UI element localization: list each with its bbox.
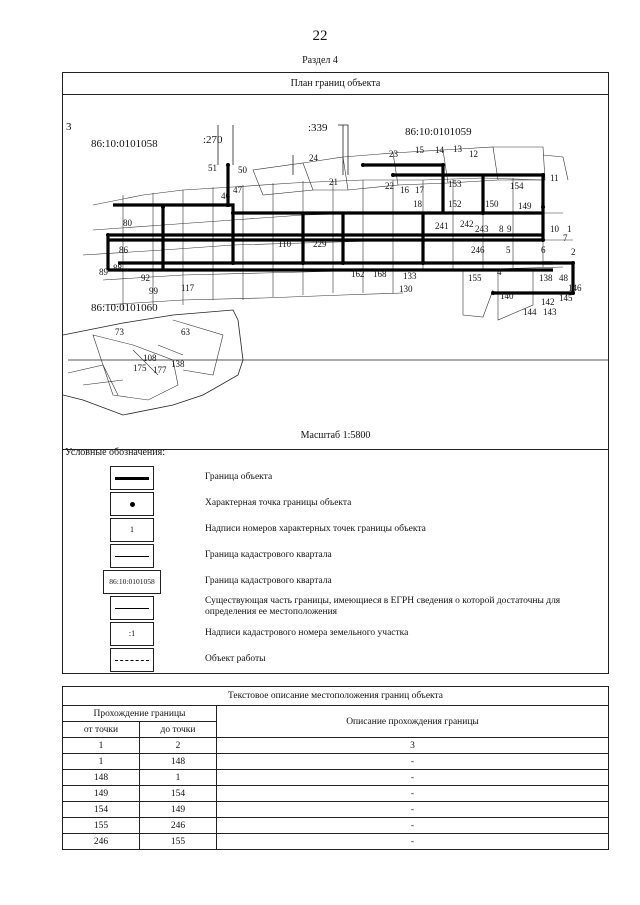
table-row xyxy=(63,770,609,786)
legend-sample xyxy=(110,544,154,568)
point-label: 8 xyxy=(499,224,504,234)
table-row xyxy=(63,834,609,850)
legend-text: Граница кадастрового квартала xyxy=(205,550,332,560)
point-label: 16 xyxy=(400,185,409,195)
col-number: 3 xyxy=(217,738,609,754)
point-label: 142 xyxy=(541,297,555,307)
boundary-description-table xyxy=(62,686,609,850)
legend-sample: 86:10:0101058 xyxy=(103,570,161,594)
col-number: 1 xyxy=(63,738,140,754)
cell-desc: - xyxy=(217,802,609,818)
point-label: 47 xyxy=(233,185,242,195)
legend-text: Объект работы xyxy=(205,654,266,664)
point-label: 73 xyxy=(115,327,124,337)
map-scale: Масштаб 1:5800 xyxy=(300,430,371,441)
legend-row-point-label xyxy=(110,518,570,546)
point-label: 14 xyxy=(435,145,444,155)
section-title: Раздел 4 xyxy=(302,55,338,66)
legend-row-object-boundary xyxy=(110,466,570,494)
legend-sample xyxy=(110,596,154,620)
point-label: 15 xyxy=(415,145,424,155)
legend-row-quarter-boundary xyxy=(110,544,570,572)
table-row xyxy=(63,802,609,818)
point-label: 155 xyxy=(468,273,482,283)
boundary-map xyxy=(63,95,608,450)
map-drawing xyxy=(63,95,608,450)
cell-to: 154 xyxy=(140,786,217,802)
point-label: 246 xyxy=(471,245,485,255)
legend-text: Надписи номеров характерных точек границы объекта xyxy=(205,524,426,534)
col-from-header: от точки xyxy=(63,722,140,738)
point-label: 175 xyxy=(133,363,147,373)
point-label: 108 xyxy=(143,353,157,363)
plan-box xyxy=(62,72,609,674)
point-label: 146 xyxy=(568,283,582,293)
point-label: 86 xyxy=(119,245,128,255)
point-label: 4 xyxy=(497,267,502,277)
col-description-header: Описание прохождения границы xyxy=(217,706,609,738)
point-label: 5 xyxy=(506,245,511,255)
cell-from: 148 xyxy=(63,770,140,786)
point-label: 99 xyxy=(149,286,158,296)
point-label: 7 xyxy=(563,233,568,243)
cell-to: 148 xyxy=(140,754,217,770)
map-labels xyxy=(66,121,582,375)
cell-desc: - xyxy=(217,754,609,770)
plan-title: План границ объекта xyxy=(63,73,608,95)
point-label: 177 xyxy=(153,365,167,375)
legend-row-parcel-label xyxy=(110,622,570,650)
point-label: 140 xyxy=(500,291,514,301)
cell-from: 154 xyxy=(63,802,140,818)
point-label: 130 xyxy=(399,284,413,294)
table-row xyxy=(63,818,609,834)
point-label: 229 xyxy=(313,239,327,249)
point-label: 144 xyxy=(523,307,537,317)
legend-text: Существующая часть границы, имеющиеся в ЕГРН сведения о которой достаточны для определения ее местоположения xyxy=(205,596,561,617)
point-label: 117 xyxy=(181,283,195,293)
point-label: 241 xyxy=(435,221,449,231)
legend-text: Надписи кадастрового номера земельного участка xyxy=(205,628,409,638)
col-to-header: до точки xyxy=(140,722,217,738)
quarter-label-3: 86:10:0101060 xyxy=(91,302,158,314)
cell-from: 155 xyxy=(63,818,140,834)
point-label: 6 xyxy=(541,245,546,255)
point-label: 145 xyxy=(559,293,573,303)
point-label: 10 xyxy=(550,224,559,234)
table-row xyxy=(63,786,609,802)
point-label: 48 xyxy=(559,273,568,283)
point-label: 50 xyxy=(238,165,247,175)
cell-to: 149 xyxy=(140,802,217,818)
point-label: 63 xyxy=(181,327,190,337)
legend-sample: 1 xyxy=(110,518,154,542)
point-label: 162 xyxy=(351,269,365,279)
point-label: 13 xyxy=(453,144,462,154)
parcel-label-270: :270 xyxy=(203,134,223,146)
point-label: 110 xyxy=(278,239,292,249)
legend-sample xyxy=(110,466,154,490)
point-label: 143 xyxy=(543,307,557,317)
cell-from: 149 xyxy=(63,786,140,802)
quarter-label-2: 86:10:0101059 xyxy=(405,126,472,138)
point-label: 154 xyxy=(510,181,524,191)
cell-from: 246 xyxy=(63,834,140,850)
point-label: 150 xyxy=(485,199,499,209)
point-label: 12 xyxy=(469,149,478,159)
point-label: 88 xyxy=(113,263,122,273)
point-label: 18 xyxy=(413,199,422,209)
col-number: 2 xyxy=(140,738,217,754)
point-label: 149 xyxy=(518,201,532,211)
legend-text: Граница кадастрового квартала xyxy=(205,576,332,586)
legend-row-existing-boundary xyxy=(110,596,570,624)
point-label: 2 xyxy=(571,247,576,257)
point-label: 17 xyxy=(415,185,424,195)
cell-to: 1 xyxy=(140,770,217,786)
legend-row-point xyxy=(110,492,570,520)
cell-to: 246 xyxy=(140,818,217,834)
point-label: 168 xyxy=(373,269,387,279)
legend-sample xyxy=(110,492,154,516)
point-label: 51 xyxy=(208,163,217,173)
point-label: 138 xyxy=(171,359,185,369)
point-label: 153 xyxy=(448,179,462,189)
table-title: Текстовое описание местоположения границ объекта xyxy=(63,687,609,706)
legend-sample xyxy=(110,648,154,672)
group-header: Прохождение границы xyxy=(63,706,217,722)
point-label: 138 xyxy=(539,273,553,283)
legend-text: Граница объекта xyxy=(205,472,273,482)
point-label: 152 xyxy=(448,199,462,209)
cell-desc: - xyxy=(217,770,609,786)
legend-text: Характерная точка границы объекта xyxy=(205,498,352,508)
parcel-label-339: :339 xyxy=(308,122,328,134)
point-label: 133 xyxy=(403,271,417,281)
quarter-label-1: 86:10:0101058 xyxy=(91,138,158,150)
point-label: 23 xyxy=(389,149,398,159)
point-label: 11 xyxy=(550,173,559,183)
point-label: 24 xyxy=(309,153,318,163)
cell-from: 1 xyxy=(63,754,140,770)
legend-row-work-object xyxy=(110,648,570,676)
point-label: 21 xyxy=(329,177,338,187)
cell-desc: - xyxy=(217,834,609,850)
page-number: 22 xyxy=(312,28,328,44)
cell-desc: - xyxy=(217,818,609,834)
point-label: 243 xyxy=(475,224,489,234)
point-label: 46 xyxy=(221,191,230,201)
point-label: 89 xyxy=(99,267,108,277)
point-label: 1 xyxy=(567,224,572,234)
legend-row-quarter-label xyxy=(110,570,570,598)
point-label: 22 xyxy=(385,181,394,191)
point-label: 92 xyxy=(141,273,150,283)
point-label: 242 xyxy=(460,219,474,229)
legend-sample: :1 xyxy=(110,622,154,646)
parcel-label-3: 3 xyxy=(66,121,72,133)
legend-title: Условные обозначения: xyxy=(65,447,166,458)
point-label: 9 xyxy=(507,224,512,234)
table-row xyxy=(63,754,609,770)
cell-to: 155 xyxy=(140,834,217,850)
point-label: 80 xyxy=(123,218,132,228)
cell-desc: - xyxy=(217,786,609,802)
